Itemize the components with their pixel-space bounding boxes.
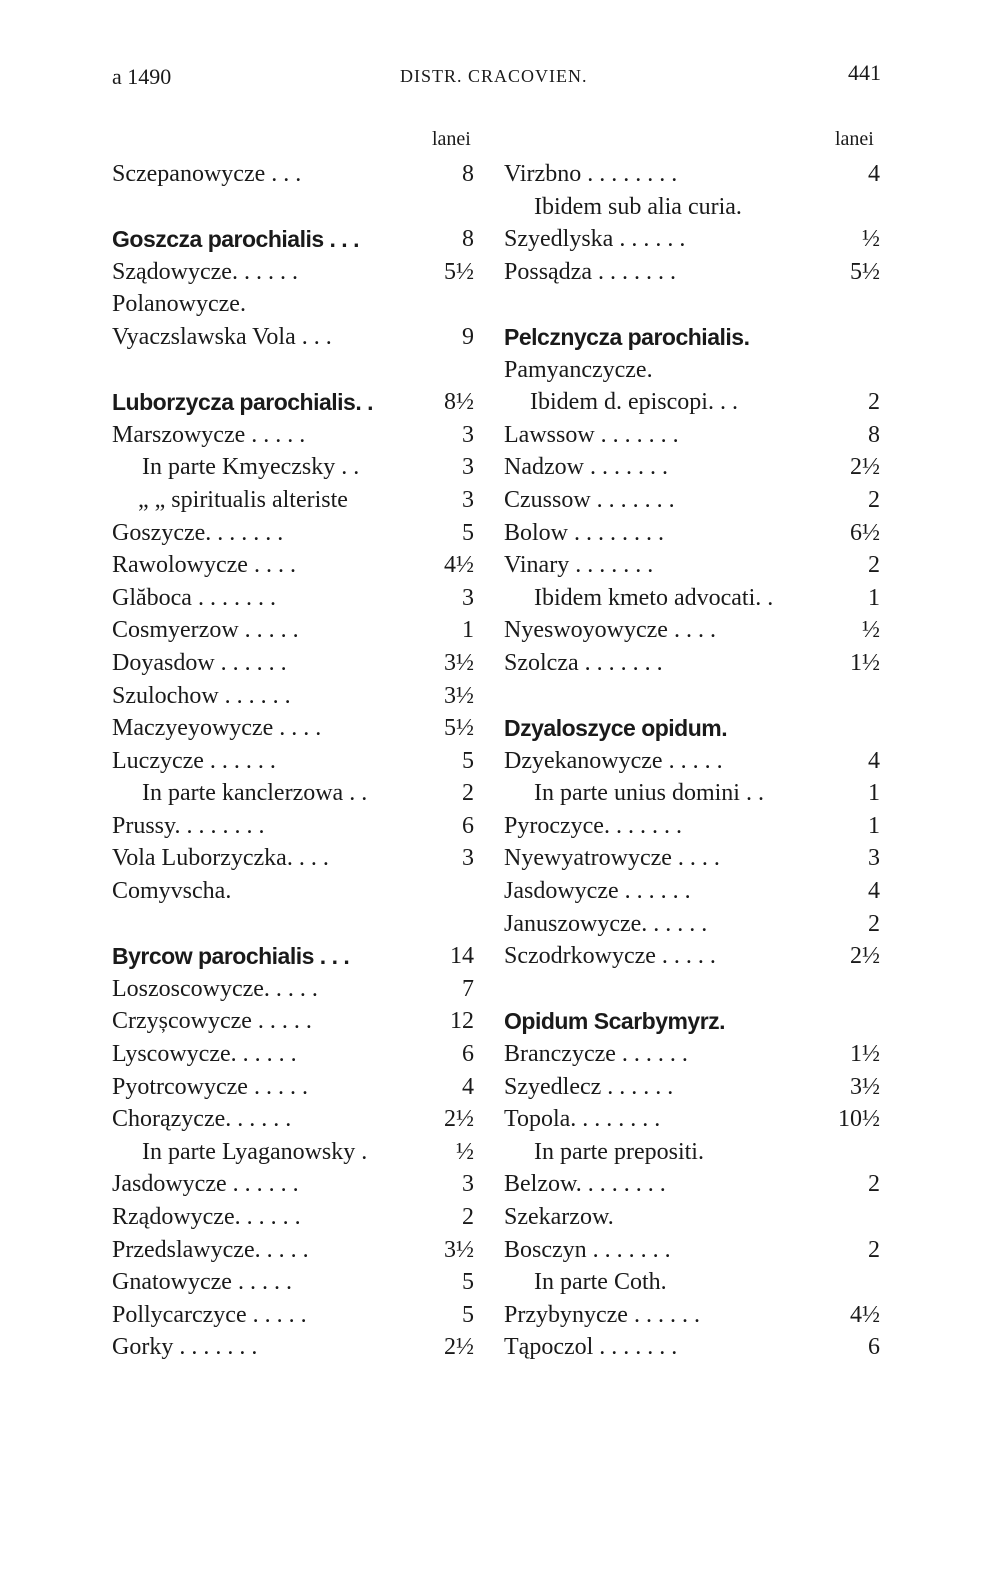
place-name: Szolcza . . . . . . . — [504, 649, 663, 676]
place-name: Bosczyn . . . . . . . — [504, 1236, 671, 1263]
place-name: Crzyșcowycze . . . . . — [112, 1008, 312, 1035]
list-item — [112, 1299, 474, 1332]
list-item — [504, 158, 880, 191]
list-item — [504, 1201, 880, 1234]
lanei-value: ½ — [456, 1138, 474, 1165]
lanei-value: 4 — [868, 878, 880, 905]
lanei-value: 6 — [868, 1334, 880, 1361]
place-name: Pyotrcowycze . . . . . — [112, 1073, 308, 1100]
place-name: Sczepanowycze . . . — [112, 161, 302, 187]
spacer — [112, 191, 474, 224]
list-item — [112, 517, 474, 550]
spacer — [504, 288, 880, 321]
list-item — [112, 1201, 474, 1234]
list-item — [504, 517, 880, 550]
lanei-value: 5 — [462, 519, 474, 546]
place-name: In parte unius domini . . — [534, 780, 764, 807]
list-item — [112, 614, 474, 647]
place-name: In parte kanclerzowa . . — [142, 780, 368, 807]
lanei-value: 10½ — [838, 1106, 880, 1133]
lanei-value: 5½ — [444, 258, 474, 285]
lanei-value: 2 — [868, 486, 880, 513]
list-item — [112, 745, 474, 778]
lanei-value: 3½ — [850, 1073, 880, 1100]
place-name: Opidum Scarbymyrz. — [504, 1008, 726, 1035]
lanei-value: 7 — [462, 975, 474, 1002]
list-item — [504, 1071, 880, 1104]
place-name: Januszowycze. . . . . . — [504, 910, 708, 937]
place-name: Szekarzow. — [504, 1204, 614, 1230]
list-item — [504, 842, 880, 875]
place-name: Vinary . . . . . . . — [504, 552, 654, 579]
place-name: Rawolowycze . . . . — [112, 552, 296, 579]
lanei-value: 2 — [868, 389, 880, 416]
place-name: Topola. . . . . . . . — [504, 1106, 661, 1133]
place-name: Possądza . . . . . . . — [504, 258, 676, 285]
lanei-value: 8 — [462, 226, 474, 253]
page-range: a 1490 — [112, 64, 172, 89]
lanei-value: 3 — [462, 1171, 474, 1198]
section-heading — [504, 321, 880, 354]
place-name: Branczycze . . . . . . — [504, 1041, 688, 1068]
list-item — [504, 940, 880, 973]
lanei-value: 3 — [462, 421, 474, 448]
lanei-value: 1 — [462, 617, 474, 644]
list-item — [112, 1266, 474, 1299]
lanei-value: 5 — [462, 1301, 474, 1328]
place-name: Goszycze. . . . . . . — [112, 519, 284, 546]
list-item — [112, 973, 474, 1006]
place-name: In parte Lyaganowsky . — [142, 1138, 368, 1165]
lanei-value: 4½ — [850, 1301, 880, 1328]
lanei-value: 9 — [462, 323, 474, 350]
place-name: Pamyanczycze. — [504, 356, 653, 383]
list-item — [112, 1136, 474, 1169]
list-item — [504, 582, 880, 615]
place-name: Sczodrkowycze . . . . . — [504, 943, 716, 970]
place-name: Pollycarczyce . . . . . — [112, 1301, 307, 1328]
lanei-value: 2½ — [444, 1334, 474, 1361]
list-item — [504, 1038, 880, 1071]
lanei-value: 3½ — [444, 1236, 474, 1263]
lanei-value: 2½ — [850, 454, 880, 481]
lanei-value: 3 — [462, 845, 474, 872]
place-name: Pelcznycza parochialis. — [504, 323, 750, 350]
list-item — [112, 1103, 474, 1136]
lanei-value: 2 — [868, 552, 880, 579]
list-item — [504, 549, 880, 582]
lanei-value: 8½ — [444, 389, 474, 416]
list-item — [112, 582, 474, 615]
list-item — [112, 419, 474, 452]
place-name: Tąpoczol . . . . . . . — [504, 1334, 678, 1361]
list-item — [504, 875, 880, 908]
place-name: Comyvscha. — [112, 878, 232, 905]
lanei-value: 1½ — [850, 1041, 880, 1068]
section-heading — [504, 712, 880, 745]
place-name: Sządowycze. . . . . . — [112, 258, 298, 285]
list-item — [112, 810, 474, 843]
place-name: Chorązycze. . . . . . — [112, 1106, 292, 1133]
place-name: Bolow . . . . . . . . — [504, 519, 665, 546]
list-item — [504, 256, 880, 289]
list-item — [504, 419, 880, 452]
list-item — [112, 1234, 474, 1267]
list-item — [112, 158, 474, 191]
place-name: Cosmyerzow . . . . . — [112, 617, 299, 644]
section-heading — [112, 386, 474, 419]
lanei-value: 2 — [868, 1236, 880, 1263]
lanei-value: 2½ — [444, 1106, 474, 1133]
place-name: Polanowycze. — [112, 291, 246, 318]
lanei-value: 3 — [462, 584, 474, 611]
section-heading — [504, 1005, 880, 1038]
lanei-value: 5 — [462, 747, 474, 774]
place-name: Luborzycza parochialis. . — [112, 389, 374, 416]
place-name: Prussy. . . . . . . . — [112, 812, 265, 839]
lanei-value: ½ — [862, 226, 880, 253]
lanei-value: 1 — [868, 584, 880, 611]
place-name: Przedslawycze. . . . . — [112, 1236, 309, 1263]
page-header — [0, 60, 1000, 94]
lanei-value: 2 — [868, 1171, 880, 1198]
list-item — [504, 1331, 880, 1364]
list-item — [112, 1038, 474, 1071]
spacer — [112, 354, 474, 387]
place-name: Gnatowycze . . . . . — [112, 1269, 292, 1296]
left-column-unit-label: lanei — [432, 128, 471, 150]
list-item — [504, 614, 880, 647]
lanei-value: 6½ — [850, 519, 880, 546]
list-item — [112, 451, 474, 484]
lanei-value: 4½ — [444, 552, 474, 579]
lanei-value: 8 — [462, 161, 474, 187]
list-item — [504, 451, 880, 484]
running-title: DISTR. CRACOVIEN. — [400, 66, 588, 86]
place-name: Doyasdow . . . . . . — [112, 649, 287, 676]
list-item — [112, 842, 474, 875]
list-item — [112, 875, 474, 908]
place-name: Byrcow parochialis . . . — [112, 943, 350, 970]
right-column — [504, 158, 880, 1364]
lanei-value: 5½ — [444, 715, 474, 742]
list-item — [112, 712, 474, 745]
place-name: Nyeswoyowycze . . . . — [504, 617, 716, 644]
lanei-value: 2 — [462, 780, 474, 807]
right-column-unit-label: lanei — [835, 128, 874, 150]
list-item — [112, 549, 474, 582]
list-item — [112, 288, 474, 321]
place-name: Gorky . . . . . . . — [112, 1334, 258, 1361]
lanei-value: ½ — [862, 617, 880, 644]
list-item — [504, 908, 880, 941]
place-name: In parte Coth. — [534, 1269, 667, 1296]
place-name: Przybynycze . . . . . . — [504, 1301, 700, 1328]
lanei-value: 6 — [462, 1041, 474, 1068]
lanei-value: 3 — [462, 454, 474, 481]
list-item — [112, 1331, 474, 1364]
page-number: 441 — [848, 60, 881, 85]
lanei-value: 1½ — [850, 649, 880, 676]
lanei-value: 2½ — [850, 943, 880, 970]
lanei-value: 3 — [462, 486, 474, 513]
place-name: Ibidem d. episcopi. . . — [530, 389, 738, 416]
place-name: Jasdowycze . . . . . . — [112, 1171, 299, 1198]
place-name: Luczycze . . . . . . — [112, 747, 276, 774]
spacer — [504, 973, 880, 1006]
place-name: Dzyekanowycze . . . . . — [504, 747, 723, 774]
lanei-value: 14 — [450, 943, 474, 970]
list-item — [504, 1234, 880, 1267]
list-item — [112, 777, 474, 810]
lanei-value: 1 — [868, 812, 880, 839]
place-name: Nadzow . . . . . . . — [504, 454, 668, 481]
place-name: In parte prepositi. — [534, 1138, 704, 1165]
lanei-value: 3 — [868, 845, 880, 872]
list-item — [504, 386, 880, 419]
lanei-value: 5½ — [850, 258, 880, 285]
place-name: Jasdowycze . . . . . . — [504, 878, 691, 905]
section-heading — [112, 223, 474, 256]
lanei-value: 6 — [462, 812, 474, 839]
spacer — [504, 680, 880, 713]
place-name: Vyaczslawska Vola . . . — [112, 323, 332, 350]
list-item — [112, 484, 474, 517]
lanei-value: 3½ — [444, 682, 474, 709]
place-name: Glăboca . . . . . . . — [112, 584, 276, 611]
place-name: Szulochow . . . . . . — [112, 682, 291, 709]
list-item — [504, 810, 880, 843]
list-item — [504, 777, 880, 810]
place-name: Marszowycze . . . . . — [112, 421, 306, 448]
place-name: Lyscowycze. . . . . . — [112, 1041, 297, 1068]
list-item — [112, 321, 474, 354]
list-item — [504, 484, 880, 517]
spacer — [112, 908, 474, 941]
place-name: Szyedlecz . . . . . . — [504, 1073, 674, 1100]
list-item — [504, 1136, 880, 1169]
place-name: Goszcza parochialis . . . — [112, 226, 359, 253]
section-heading — [112, 940, 474, 973]
place-name: Szyedlyska . . . . . . — [504, 226, 686, 253]
list-item — [112, 1168, 474, 1201]
place-name: In parte Kmyeczsky . . — [142, 454, 360, 481]
list-item — [112, 1071, 474, 1104]
place-name: Loszoscowycze. . . . . — [112, 975, 318, 1002]
place-name: Dzyaloszyce opidum. — [504, 715, 728, 742]
left-column — [112, 158, 474, 1364]
list-item — [112, 256, 474, 289]
place-name: Vola Luborzyczka. . . . — [112, 845, 329, 872]
lanei-value: 2 — [868, 910, 880, 937]
place-name: Pyroczyce. . . . . . . — [504, 812, 682, 839]
place-name: Ibidem sub alia curia. — [534, 193, 742, 220]
list-item — [504, 354, 880, 387]
lanei-value: 1 — [868, 780, 880, 807]
list-item — [112, 647, 474, 680]
list-item — [504, 745, 880, 778]
list-item — [504, 223, 880, 256]
list-item — [112, 680, 474, 713]
list-item — [504, 1266, 880, 1299]
list-item — [504, 1168, 880, 1201]
place-name: Rządowycze. . . . . . — [112, 1204, 301, 1230]
place-name: Nyewyatrowycze . . . . — [504, 845, 720, 872]
place-name: Ibidem kmeto advocati. . — [534, 584, 774, 611]
lanei-value: 4 — [462, 1073, 474, 1100]
list-item — [504, 647, 880, 680]
place-name: Czussow . . . . . . . — [504, 486, 675, 513]
list-item — [112, 1005, 474, 1038]
lanei-value: 5 — [462, 1269, 474, 1296]
list-item — [504, 1103, 880, 1136]
place-name: „ „ spiritualis alteriste — [138, 486, 348, 513]
lanei-value: 2 — [462, 1204, 474, 1230]
lanei-value: 4 — [868, 161, 880, 187]
list-item — [504, 191, 880, 224]
place-name: Virzbno . . . . . . . . — [504, 161, 678, 187]
list-item — [504, 1299, 880, 1332]
place-name: Maczyeyowycze . . . . — [112, 715, 322, 742]
place-name: Belzow. . . . . . . . — [504, 1171, 666, 1198]
lanei-value: 3½ — [444, 649, 474, 676]
lanei-value: 4 — [868, 747, 880, 774]
lanei-value: 12 — [450, 1008, 474, 1035]
place-name: Lawssow . . . . . . . — [504, 421, 679, 448]
lanei-value: 8 — [868, 421, 880, 448]
